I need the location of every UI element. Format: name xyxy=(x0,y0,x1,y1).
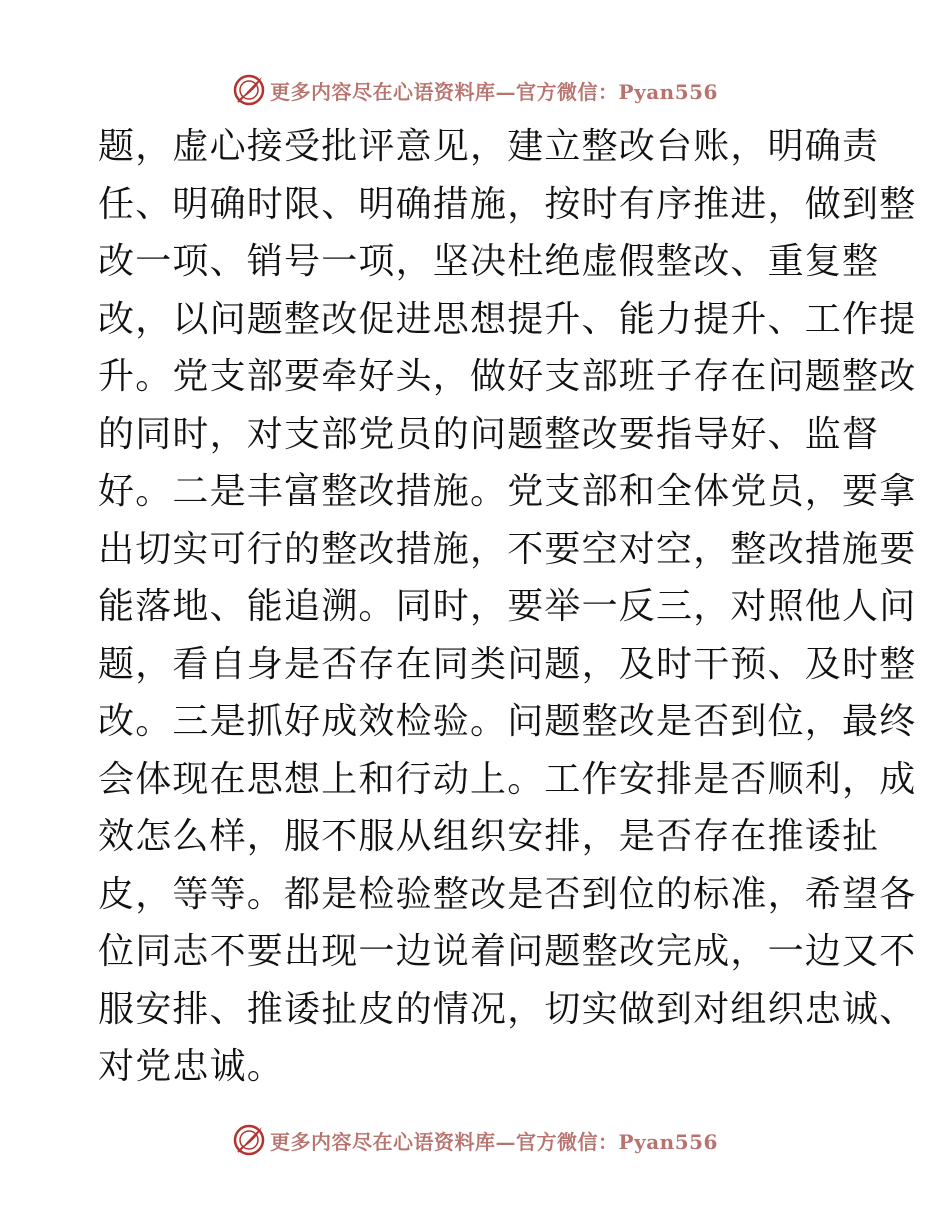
text-line: 能落地、能追溯。同时，要举一反三，对照他人问 xyxy=(98,586,917,627)
text-line: 出切实可行的整改措施，不要空对空，整改措施要 xyxy=(98,528,917,570)
header-banner xyxy=(0,70,950,110)
text-line: 题，看自身是否存在同类问题，及时干预、及时整 xyxy=(98,643,917,685)
text-line: 会体现在思想上和行动上。工作安排是否顺利，成 xyxy=(98,758,917,800)
text-line: 效怎么样，服不服从组织安排，是否存在推诿扯 xyxy=(98,816,880,857)
text-line: 位同志不要出现一边说着问题整改完成，一边又不 xyxy=(98,931,917,972)
text-line: 改。三是抓好成效检验。问题整改是否到位，最终 xyxy=(98,701,917,742)
document-body xyxy=(98,118,917,1096)
text-line: 的同时，对支部党员的问题整改要指导好、监督 xyxy=(98,413,880,455)
feather-logo-icon xyxy=(232,1123,266,1157)
feather-logo-icon xyxy=(232,73,266,107)
footer-banner xyxy=(0,1120,950,1160)
text-line: 对党忠诚。 xyxy=(98,1046,285,1087)
text-line: 任、明确时限、明确措施，按时有序推进，做到整 xyxy=(98,183,917,225)
text-line: 改，以问题整改促进思想提升、能力提升、工作提 xyxy=(98,298,917,340)
text-line: 升。党支部要牵好头，做好支部班子存在问题整改 xyxy=(98,356,917,397)
header-banner-text: 更多内容尽在心语资料库—官方微信：Pyan556 xyxy=(270,79,718,104)
footer-banner-text: 更多内容尽在心语资料库—官方微信：Pyan556 xyxy=(270,1129,718,1154)
text-line: 好。二是丰富整改措施。党支部和全体党员，要拿 xyxy=(98,471,917,512)
text-line: 皮，等等。都是检验整改是否到位的标准，希望各 xyxy=(98,873,917,915)
text-line: 改一项、销号一项，坚决杜绝虚假整改、重复整 xyxy=(98,241,880,282)
text-line: 题，虚心接受批评意见，建立整改台账，明确责 xyxy=(98,126,880,167)
text-line: 服安排、推诿扯皮的情况，切实做到对组织忠诚、 xyxy=(98,988,917,1030)
